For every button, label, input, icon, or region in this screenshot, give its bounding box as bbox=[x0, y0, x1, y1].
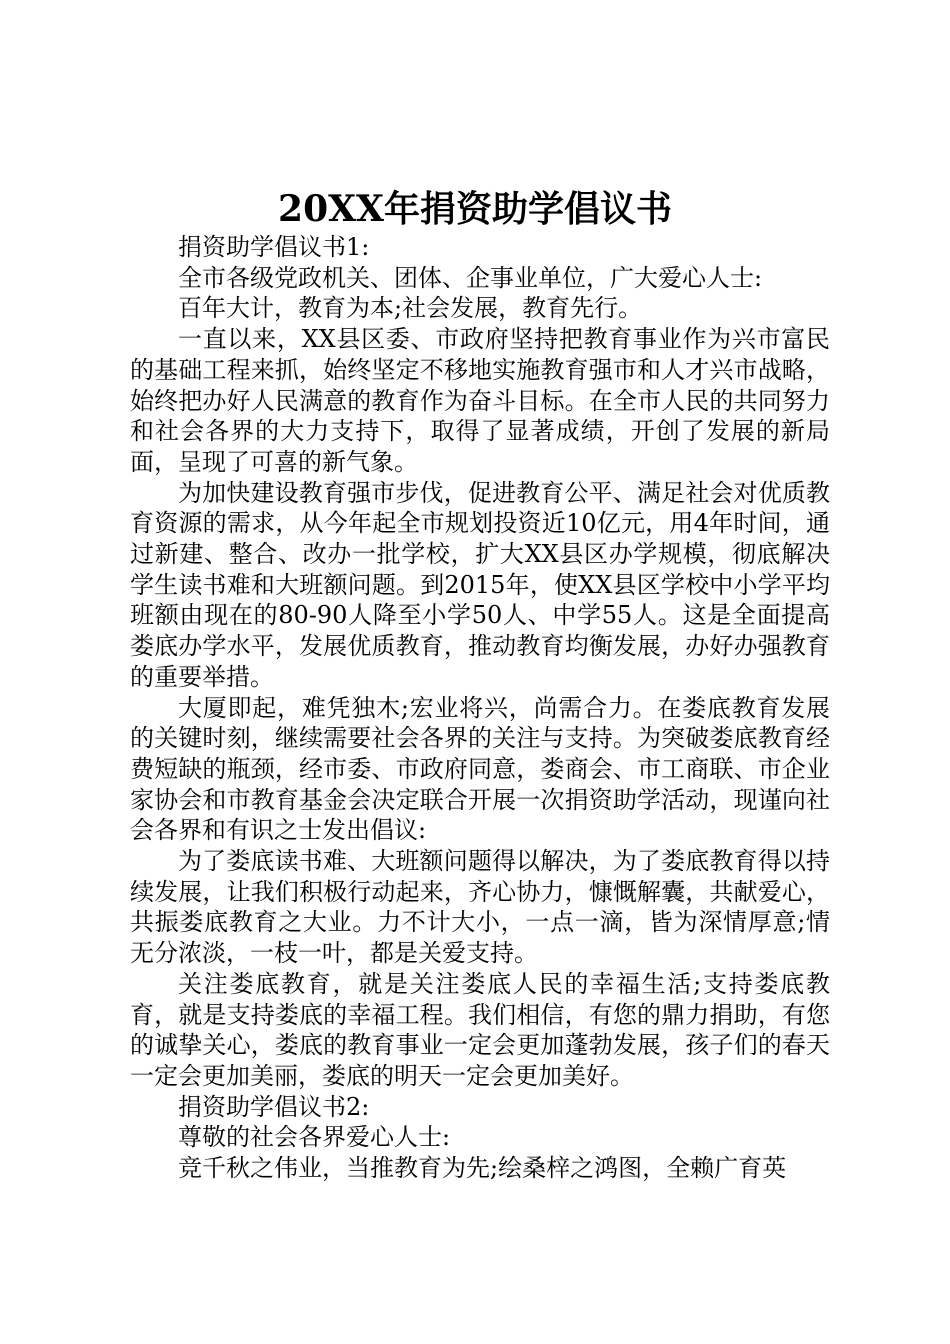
addressee-line-2: 尊敬的社会各界爱心人士: bbox=[178, 1123, 451, 1152]
salutation-heading-1: 捐资助学倡议书1: bbox=[178, 233, 370, 261]
body-paragraph: 大厦即起，难凭独木;宏业将兴，尚需合力。在娄底教育发展的关键时刻，继续需要社会各界的关注与支持。为突破娄底教育经费短缺的瓶颈，经市委、市政府同意，娄商会、市工商联、市企业家协会和市教育基金会决定联合开展一次捐资助学活动，现谨向社会各界和有识之士发出倡议: bbox=[130, 693, 830, 845]
body-paragraph: 关注娄底教育，就是关注娄底人民的幸福生活;支持娄底教育，就是支持娄底的幸福工程。我们相信，有您的鼎力捐助，有您的诚挚关心，娄底的教育事业一定会更加蓬勃发展，孩子们的春天一定会更加美丽，娄底的明天一定会更加美好。 bbox=[130, 969, 830, 1090]
addressee-line-1: 全市各级党政机关、团体、企事业单位，广大爱心人士: bbox=[178, 263, 763, 292]
body-paragraph: 一直以来，XX县区委、市政府坚持把教育事业作为兴市富民的基础工程来抓，始终坚定不移地实施教育强市和人才兴市战略，始终把办好人民满意的教育作为奋斗目标。在全市人民的共同努力和社会各界的大力支持下，取得了显著成绩，开创了发展的新局面，呈现了可喜的新气象。 bbox=[130, 325, 830, 476]
body-paragraph: 为了娄底读书难、大班额问题得以解决，为了娄底教育得以持续发展，让我们积极行动起来，齐心协力，慷慨解囊，共献爱心，共振娄底教育之大业。力不计大小，一点一滴，皆为深情厚意;情无分浓淡，一枝一叶，都是关爱支持。 bbox=[130, 847, 830, 968]
document-title: 20XX年捐资助学倡议书 bbox=[278, 188, 672, 230]
body-paragraph: 为加快建设教育强市步伐，促进教育公平、满足社会对优质教育资源的需求，从今年起全市规划投资近10亿元，用4年时间，通过新建、整合、改办一批学校，扩大XX县区办学规模，彻底解决学生读书难和大班额问题。到2015年，使XX县区学校中小学平均班额由现在的80-90人降至小学50人、中学55人。这是全面提高娄底办学水平，发展优质教育，推动教育均衡发展，办好办强教育的重要举措。 bbox=[130, 478, 830, 691]
document-body bbox=[130, 232, 830, 1184]
body-paragraph: 百年大计，教育为本;社会发展，教育先行。 bbox=[178, 294, 643, 323]
body-paragraph: 竞千秋之伟业，当推教育为先;绘桑梓之鸿图，全赖广育英 bbox=[178, 1154, 787, 1183]
salutation-heading-2: 捐资助学倡议书2: bbox=[178, 1092, 370, 1121]
